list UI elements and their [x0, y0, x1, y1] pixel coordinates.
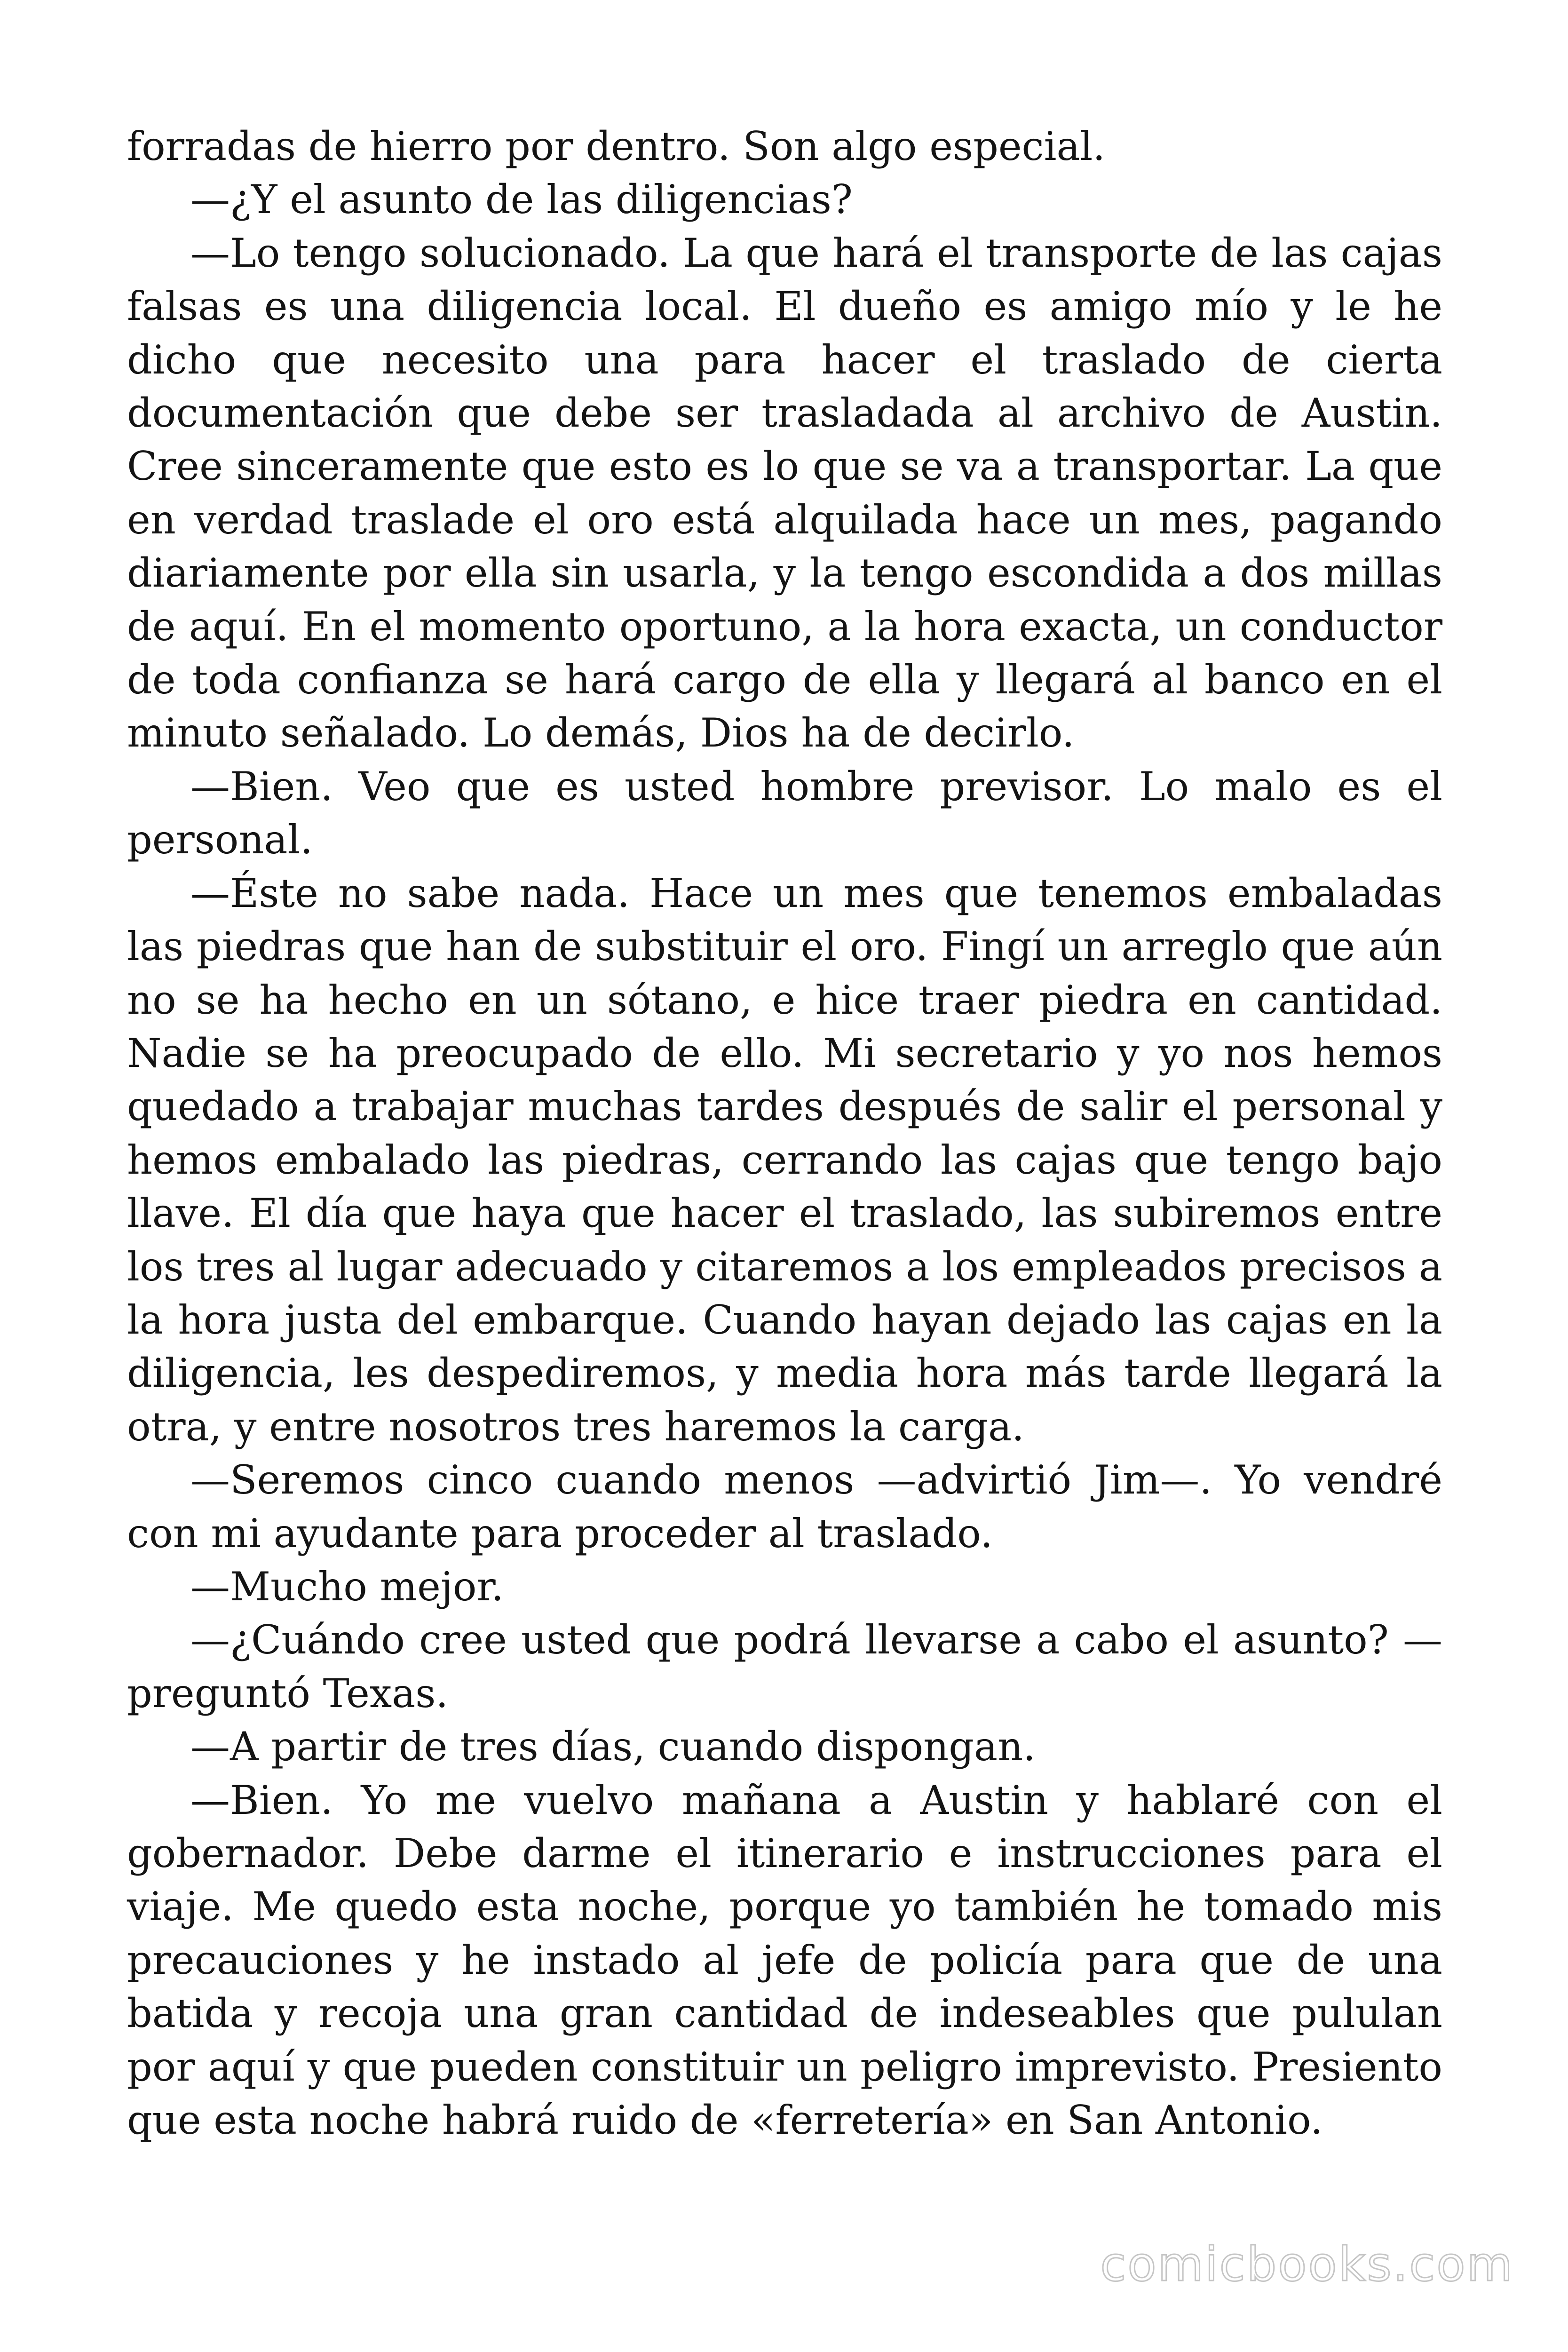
paragraph-4: —Bien. Veo que es usted hombre previsor. Lo malo es el personal. [127, 763, 1442, 863]
paragraph-10: —Bien. Yo me vuelvo mañana a Austin y hablaré con el gobernador. Debe darme el itinerario e instrucciones para el viaje. Me quedo esta noche, porque yo también he tomado mis precauciones y he instado al jefe de policía para que de una batida y recoja una gran cantidad de indeseables que pululan por aquí y que pueden constituir un peligro imprevisto. Presiento que esta noche habrá ruido de «ferretería» en San Antonio. [127, 1777, 1442, 2144]
paragraph-7: —Mucho mejor. [190, 1563, 504, 1610]
paragraph-1: forradas de hierro por dentro. Son algo especial. [127, 123, 1106, 169]
paragraph-9: —A partir de tres días, cuando dispongan. [190, 1724, 1036, 1770]
watermark: comicbooks.com [1100, 2237, 1514, 2292]
paragraph-5: —Éste no sabe nada. Hace un mes que tenemos embaladas las piedras que han de substituir el oro. Fingí un arreglo que aún no se ha hecho en un sótano, e hice traer piedra en cantidad. Nadie se ha preocupado de ello. Mi secretario y yo nos hemos quedado a trabajar muchas tardes después de salir el personal y hemos embalado las piedras, cerrando las cajas que tengo bajo llave. El día que haya que hacer el traslado, las subiremos entre los tres al lugar adecuado y citaremos a los empleados precisos a la hora justa del embarque. Cuando hayan dejado las cajas en la diligencia, les despediremos, y media hora más tarde llegará la otra, y entre nosotros tres haremos la carga. [127, 870, 1442, 1450]
paragraph-8: —¿Cuándo cree usted que podrá llevarse a cabo el asunto? —preguntó Texas. [127, 1617, 1442, 1716]
paragraph-3: —Lo tengo solucionado. La que hará el transporte de las cajas falsas es una diligencia local. El dueño es amigo mío y le he dicho que necesito una para hacer el traslado de cierta documentación que debe ser trasladada al archivo de Austin. Cree sinceramente que esto es lo que se va a transportar. La que en verdad traslade el oro está alquilada hace un mes, pagando diariamente por ella sin usarla, y la tengo escondida a dos millas de aquí. En el momento oportuno, a la hora exacta, un conductor de toda confianza se hará cargo de ella y llegará al banco en el minuto señalado. Lo demás, Dios ha de decirlo. [127, 230, 1442, 756]
paragraph-2: —¿Y el asunto de las diligencias? [190, 176, 853, 223]
page-body [127, 120, 1442, 2147]
paragraph-6: —Seremos cinco cuando menos —advirtió Jim—. Yo vendré con mi ayudante para proceder al traslado. [127, 1457, 1442, 1557]
